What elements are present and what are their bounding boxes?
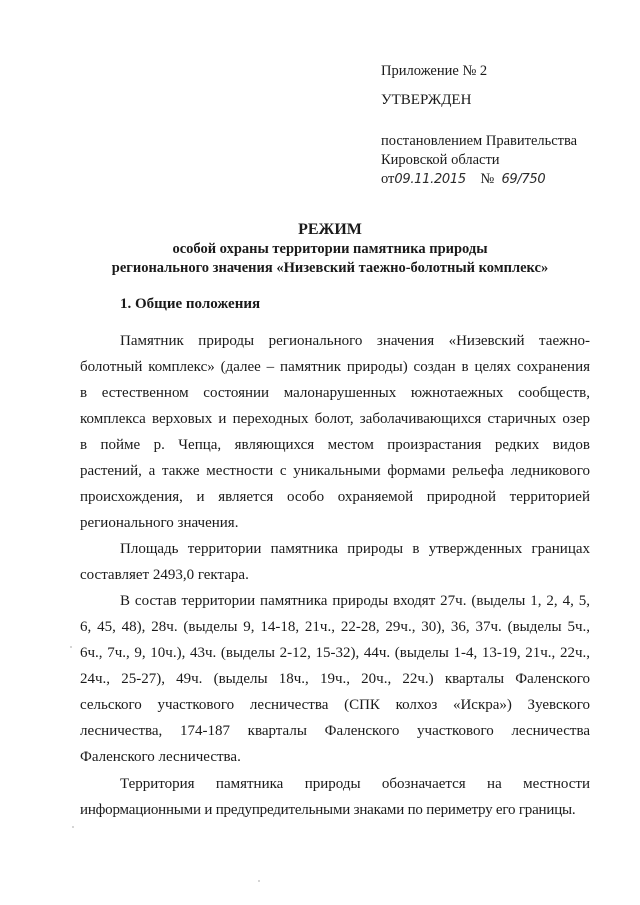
paragraph-line: информационными и предупредительными знаками по периметру его границы.	[80, 802, 576, 818]
paragraph-line: Территория памятника природы обозначается на местности	[120, 776, 590, 792]
handwritten-date: 09.11.2015	[394, 172, 466, 187]
approval-date-line	[381, 170, 621, 189]
scan-speck	[258, 880, 260, 882]
number-label: №	[480, 171, 495, 187]
paragraph-line: лесничества, 174-187 кварталы Фаленского участкового лесничества	[80, 723, 590, 739]
section-heading: 1. Общие положения	[120, 296, 261, 312]
paragraph-line: в пойме р. Чепца, являющихся местом произрастания редких видов	[80, 437, 590, 453]
paragraph-line: в естественном состоянии малонарушенных южнотаежных сообществ,	[80, 385, 590, 401]
paragraph-line: сельского участкового лесничества (СПК колхоз «Искра») Зуевского	[80, 697, 590, 713]
approved-label: УТВЕРЖДЕН	[381, 92, 472, 108]
paragraph-line: 6ч., 7ч., 9, 10ч.), 43ч. (выделы 2-12, 15-32), 44ч. (выделы 1-4, 13-19, 21ч., 22ч.,	[80, 645, 590, 661]
paragraph-line: растений, а также местности с уникальными формами рельефа ледникового	[80, 463, 590, 479]
title-line-3: регионального значения «Низевский таежно-болотный комплекс»	[111, 260, 549, 276]
approval-line-1: постановлением Правительства	[381, 133, 578, 149]
approval-line-2: Кировской области	[381, 152, 500, 168]
document-title	[70, 219, 590, 278]
annex-label: Приложение № 2	[381, 63, 488, 79]
from-prefix: от	[381, 171, 395, 187]
paragraph-line: регионального значения.	[80, 515, 239, 531]
approval-block	[381, 62, 621, 189]
paragraph-1	[80, 328, 590, 536]
paragraph-4	[80, 771, 590, 823]
handwritten-number: 69/750	[501, 172, 546, 187]
paragraph-line: болотный комплекс» (далее – памятник природы) создан в целях сохранения	[80, 359, 590, 375]
title-line-2: особой охраны территории памятника природы	[172, 241, 488, 257]
scan-speck	[72, 826, 74, 828]
paragraph-2	[80, 536, 590, 588]
paragraph-line: Площадь территории памятника природы в утвержденных границах	[120, 541, 590, 557]
paragraph-line: составляет 2493,0 гектара.	[80, 567, 249, 583]
paragraph-line: комплекса верховых и переходных болот, заболачивающихся старичных озер	[80, 411, 590, 427]
paragraph-line: В состав территории памятника природы входят 27ч. (выделы 1, 2, 4, 5,	[120, 593, 590, 609]
paragraph-line: Памятник природы регионального значения «Низевский таежно-	[120, 333, 590, 349]
scan-speck	[70, 646, 72, 648]
paragraph-line: 6, 45, 48), 28ч. (выделы 9, 14-18, 21ч., 22-28, 29ч., 30), 36, 37ч. (выделы 5ч.,	[80, 619, 590, 635]
paragraph-3	[80, 588, 590, 770]
paragraph-line: Фаленского лесничества.	[80, 749, 241, 765]
paragraph-line: 24ч., 25-27), 49ч. (выделы 18ч., 19ч., 20ч., 22ч.) кварталы Фаленского	[80, 671, 590, 687]
paragraph-line: происхождения, и является особо охраняемой природной территорией	[80, 489, 590, 505]
title-line-1: РЕЖИМ	[298, 221, 362, 238]
